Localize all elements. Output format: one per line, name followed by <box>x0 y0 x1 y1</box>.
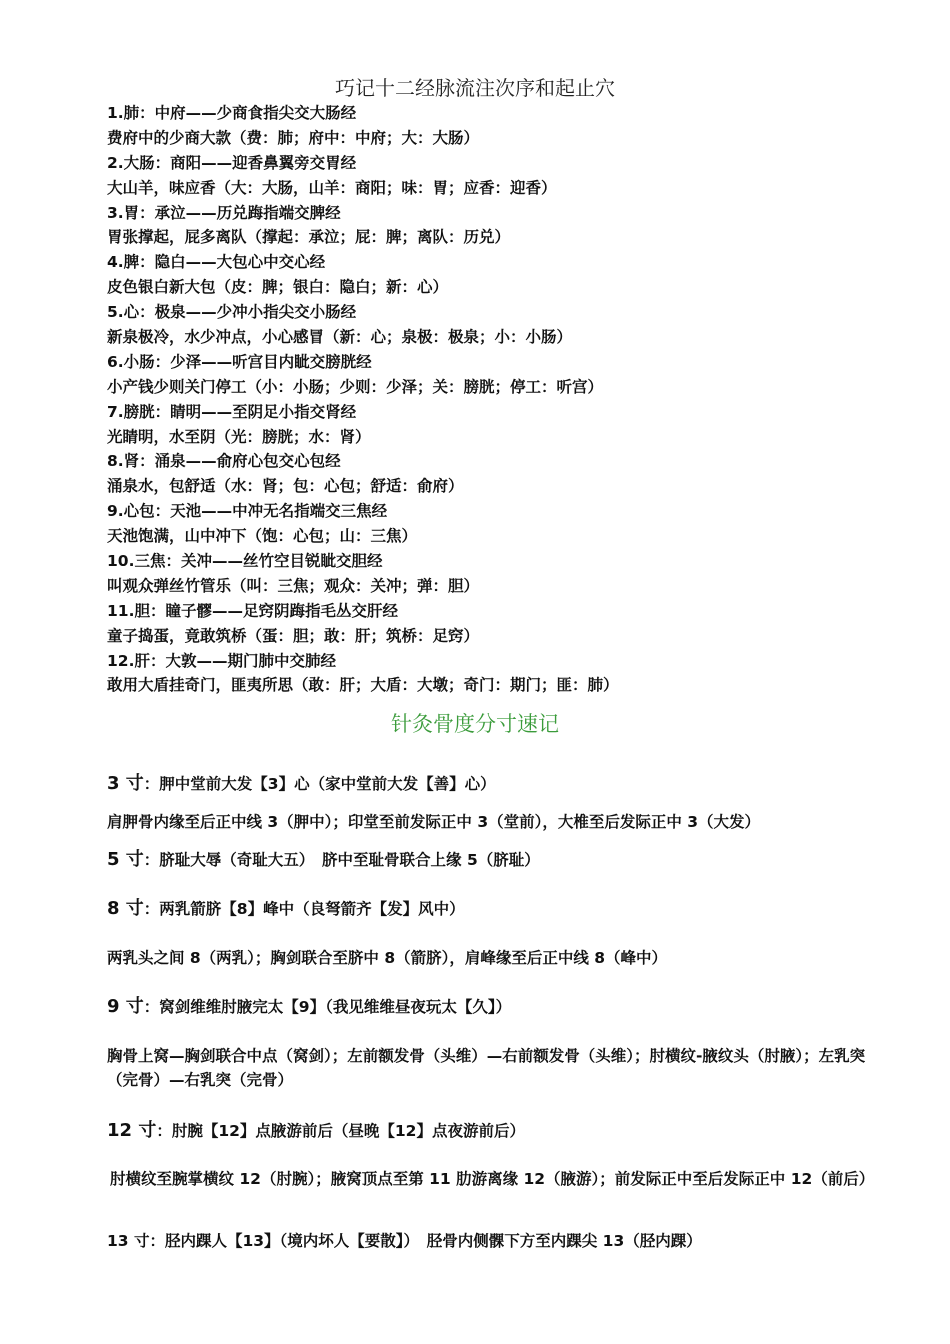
cun-5-rhyme <box>107 848 877 872</box>
cun-9-rhyme <box>107 995 877 1019</box>
list-item: 皮色银白新大包（皮：脾；银白：隐白；新：心） <box>107 278 449 297</box>
cun-rhyme: ：窝剑维维肘腋完太【9】（我见维维昼夜玩太【久】） <box>143 998 512 1016</box>
cun-9-detail: 胸骨上窝—胸剑联合中点（窝剑）；左前额发骨（头维）—右前额发骨（头维）；肘横纹-腋纹头（肘腋）；左乳突（完骨）—右乳突（完骨） <box>107 1047 866 1089</box>
list-item: 叫观众弹丝竹管乐（叫：三焦；观众：关冲；弹：胆） <box>107 576 480 595</box>
cun-3-rhyme <box>107 772 877 796</box>
list-item: 4.脾：隐白——大包心中交心经 <box>107 253 326 272</box>
list-item: 11.胆：瞳子髎——足窍阴踇指毛丛交肝经 <box>107 601 398 620</box>
list-item: 光睛明，水至阴（光：膀胱；水：肾） <box>107 427 371 446</box>
list-item: 3.胃：承泣——历兑踇指端交脾经 <box>107 203 341 222</box>
list-item: 9.心包：天池——中冲无名指端交三焦经 <box>107 502 388 521</box>
list-item: 12.肝：大敦——期门肺中交肺经 <box>107 651 336 670</box>
list-item: 6.小肠：少泽——听宫目内眦交膀胱经 <box>107 352 372 371</box>
section-title: 针灸骨度分寸速记 <box>391 712 559 736</box>
cun-rhyme: ：胛中堂前大发【3】心（家中堂前大发【善】心） <box>143 775 496 793</box>
cun-13-line: 13 寸：胫内踝人【13】（境内坏人【要散】） 胫骨内侧髁下方至内踝尖 13（胫内踝） <box>107 1232 702 1250</box>
list-item: 7.膀胱：睛明——至阴足小指交肾经 <box>107 402 357 421</box>
meridian-list <box>107 101 907 698</box>
cun-12-rhyme <box>107 1119 877 1143</box>
list-item: 大山羊，味应香（大：大肠，山羊：商阳；味：胃；应香：迎香） <box>107 178 557 197</box>
list-item: 涌泉水，包舒适（水：肾；包：心包；舒适：俞府） <box>107 477 464 496</box>
list-item: 新泉极冷，水少冲点，小心感冒（新：心；泉极：极泉；小：小肠） <box>107 328 573 347</box>
list-item: 2.大肠：商阳——迎香鼻翼旁交胃经 <box>107 153 357 172</box>
list-item: 5.心：极泉——少冲小指尖交小肠经 <box>107 303 357 322</box>
cun-label: 9 寸 <box>107 996 144 1017</box>
cun-label: 8 寸 <box>107 898 144 919</box>
list-item: 1.肺：中府——少商食指尖交大肠经 <box>107 104 357 122</box>
page-title: 巧记十二经脉流注次序和起止穴 <box>335 76 615 100</box>
cun-rhyme: ：肘腕【12】点腋游前后（昼晚【12】点夜游前后） <box>156 1122 525 1140</box>
list-item: 胃张撑起，屁多离队（撑起：承泣；屁：脾；离队：历兑） <box>107 228 511 247</box>
cun-rhyme: ：脐耻大辱（奇耻大五） 脐中至耻骨联合上缘 5（脐耻） <box>143 851 540 869</box>
list-item: 8.肾：涌泉——俞府心包交心包经 <box>107 452 341 471</box>
list-item: 费府中的少商大款（费：肺；府中：中府；大：大肠） <box>107 128 480 147</box>
list-item: 敢用大盾挂奇门，匪夷所思（敢：肝；大盾：大墩；奇门：期门；匪：肺） <box>107 676 619 695</box>
list-item: 10.三焦：关冲——丝竹空目锐眦交胆经 <box>107 552 383 571</box>
cun-12-detail: 肘横纹至腕掌横纹 12（肘腕）；腋窝顶点至第 11 肋游离缘 12（腋游）；前发际正中至后发际正中 12（前后） <box>110 1170 875 1188</box>
cun-3-detail: 肩胛骨内缘至后正中线 3（胛中）；印堂至前发际正中 3（堂前），大椎至后发际正中 3（大发） <box>107 813 761 831</box>
list-item: 小产钱少则关门停工（小：小肠；少则：少泽；关：膀胱；停工：听宫） <box>107 377 604 396</box>
cun-label: 3 寸 <box>107 773 144 794</box>
cun-label: 5 寸 <box>107 849 144 870</box>
list-item: 天池饱满，山中冲下（饱：心包；山：三焦） <box>107 527 418 546</box>
cun-8-detail: 两乳头之间 8（两乳）；胸剑联合至脐中 8（箭脐），肩峰缘至后正中线 8（峰中） <box>107 949 668 967</box>
cun-label: 12 寸 <box>107 1120 157 1141</box>
cun-8-rhyme <box>107 897 877 921</box>
cun-rhyme: ：两乳箭脐【8】峰中（良弩箭齐【发】风中） <box>143 900 465 918</box>
list-item: 童子捣蛋，竟敢筑桥（蛋：胆；敢：肝；筑桥：足窍） <box>107 626 480 645</box>
